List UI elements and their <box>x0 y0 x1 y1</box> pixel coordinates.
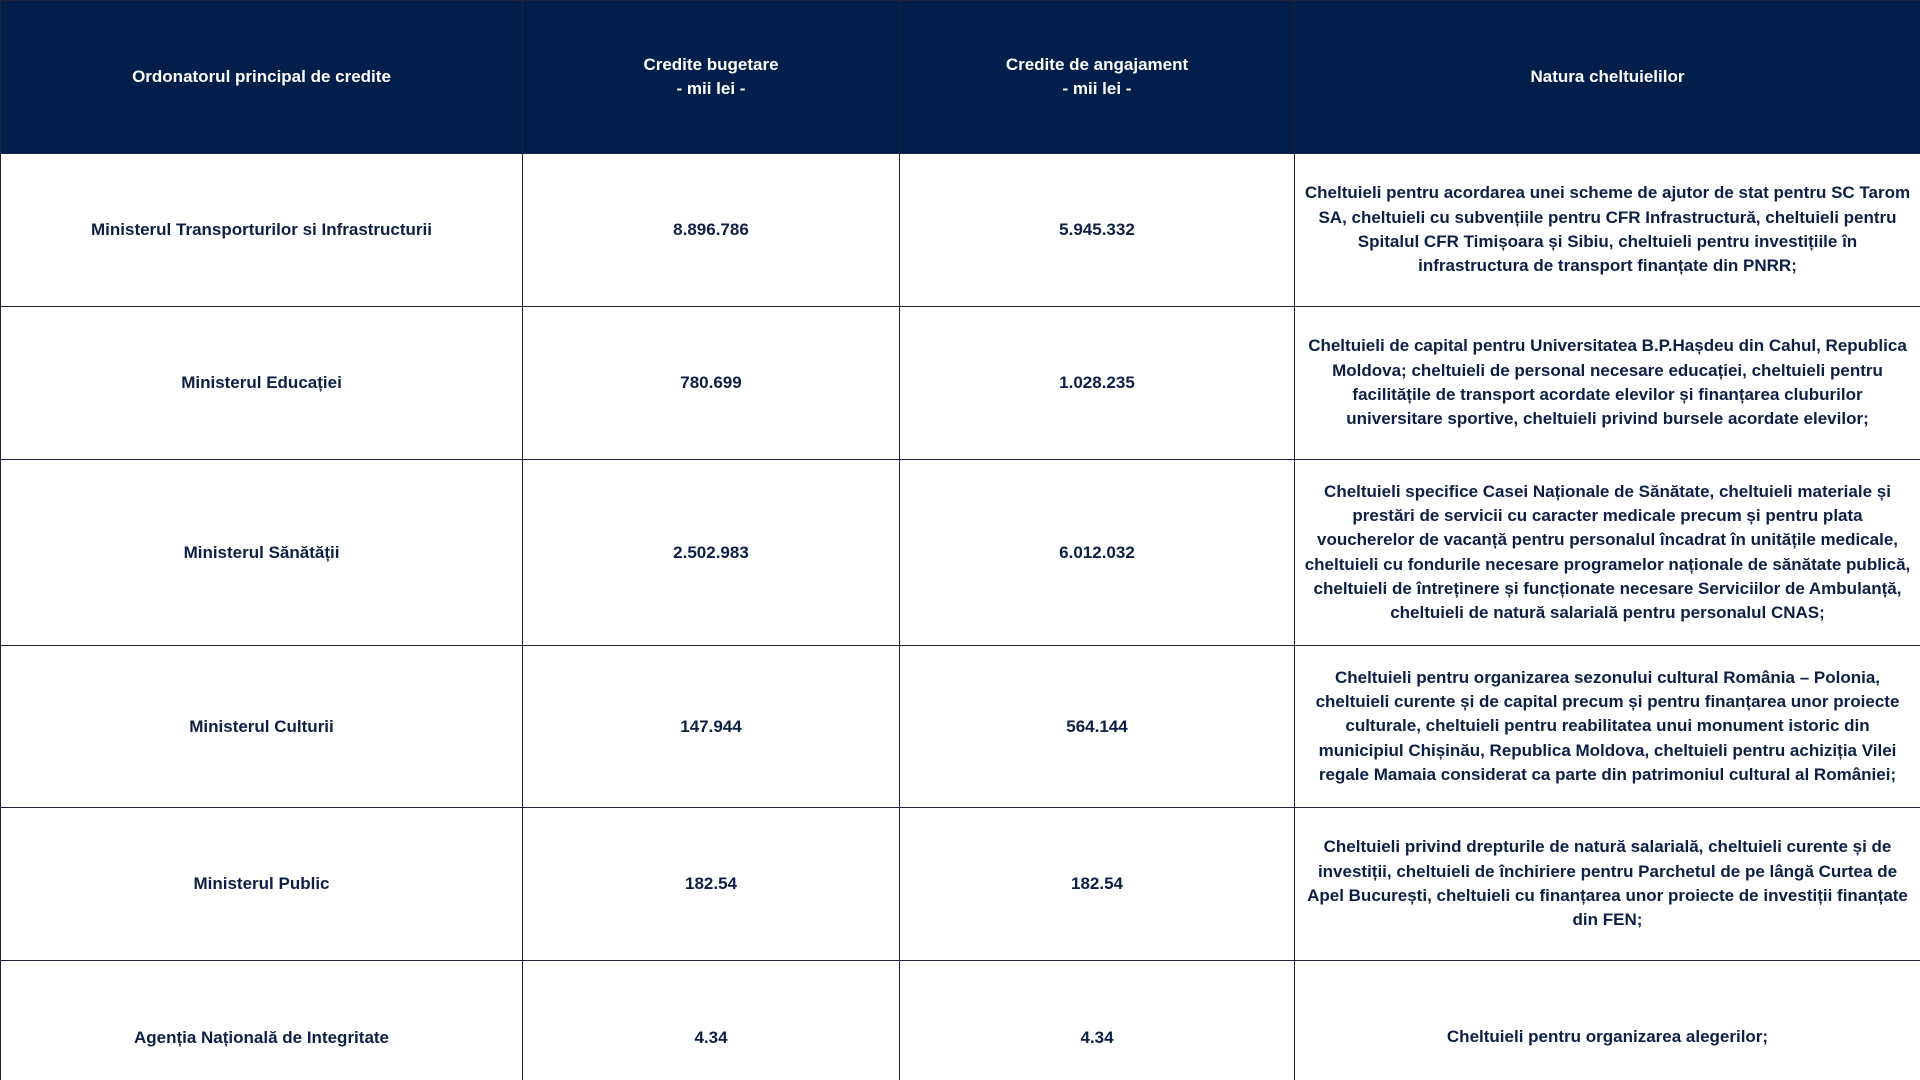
cell-natura: Cheltuieli privind drepturile de natură salarială, cheltuieli curente și de investiții, cheltuieli de închiriere pentru Parchetul de pe lângă Curtea de Apel București, cheltuieli cu finanțarea unor proiecte de investiții finanțate din FEN; <box>1295 808 1920 961</box>
header-credite-bugetare-label: Credite bugetare <box>643 55 779 74</box>
cell-ordonator: Agenția Națională de Integritate <box>1 961 523 1080</box>
cell-credite-bugetare: 182.54 <box>523 808 900 961</box>
header-credite-angajament-label: Credite de angajament <box>1005 55 1189 74</box>
table-row <box>1 307 1920 460</box>
header-ordonator <box>1 1 523 154</box>
cell-ordonator: Ministerul Educației <box>1 307 523 460</box>
header-ordonator-label: Ordonatorul principal de credite <box>132 67 391 86</box>
cell-credite-angajament: 4.34 <box>900 961 1295 1080</box>
cell-credite-angajament: 564.144 <box>900 646 1295 808</box>
cell-ordonator: Ministerul Transporturilor si Infrastructurii <box>1 154 523 307</box>
cell-credite-angajament: 6.012.032 <box>900 460 1295 646</box>
cell-credite-bugetare: 780.699 <box>523 307 900 460</box>
cell-natura: Cheltuieli de capital pentru Universitatea B.P.Hașdeu din Cahul, Republica Moldova; cheltuieli de personal necesare educației, cheltuieli pentru facilitățile de transport acordate elevilor și finanțarea cluburilor universitare sportive, cheltuieli privind bursele acordate elevilor; <box>1295 307 1920 460</box>
header-natura <box>1295 1 1920 154</box>
header-credite-angajament <box>900 1 1295 154</box>
header-row <box>1 1 1920 154</box>
table-row <box>1 646 1920 808</box>
header-credite-bugetare <box>523 1 900 154</box>
cell-credite-bugetare: 4.34 <box>523 961 900 1080</box>
cell-credite-angajament: 182.54 <box>900 808 1295 961</box>
header-natura-label: Natura cheltuielilor <box>1530 67 1685 86</box>
table-row <box>1 961 1920 1080</box>
cell-credite-bugetare: 147.944 <box>523 646 900 808</box>
table-body <box>1 154 1920 1080</box>
cell-ordonator: Ministerul Public <box>1 808 523 961</box>
header-credite-bugetare-unit: - mii lei - <box>676 79 746 98</box>
cell-natura: Cheltuieli pentru organizarea alegerilor; <box>1295 961 1920 1080</box>
table-row <box>1 808 1920 961</box>
cell-credite-angajament: 5.945.332 <box>900 154 1295 307</box>
cell-credite-bugetare: 2.502.983 <box>523 460 900 646</box>
cell-credite-angajament: 1.028.235 <box>900 307 1295 460</box>
cell-ordonator: Ministerul Sănătății <box>1 460 523 646</box>
cell-ordonator: Ministerul Culturii <box>1 646 523 808</box>
header-credite-angajament-unit: - mii lei - <box>1062 79 1132 98</box>
table-row <box>1 460 1920 646</box>
table-row <box>1 154 1920 307</box>
cell-natura: Cheltuieli pentru acordarea unei scheme de ajutor de stat pentru SC Tarom SA, cheltuieli cu subvențiile pentru CFR Infrastructură, cheltuieli pentru Spitalul CFR Timișoara și Sibiu, cheltuieli pentru investițiile în infrastructura de transport finanțate din PNRR; <box>1295 154 1920 307</box>
cell-natura: Cheltuieli pentru organizarea sezonului cultural România – Polonia, cheltuieli curente și de capital precum și pentru finanțarea unor proiecte culturale, cheltuieli pentru reabilitatea unui monument istoric din municipiul Chișinău, Republica Moldova, cheltuieli pentru achiziția Vilei regale Mamaia considerat ca parte din patrimoniul cultural al României; <box>1295 646 1920 808</box>
table-header <box>1 1 1920 154</box>
cell-credite-bugetare: 8.896.786 <box>523 154 900 307</box>
cell-natura: Cheltuieli specifice Casei Naționale de Sănătate, cheltuieli materiale și prestări de servicii cu caracter medicale precum și pentru plata voucherelor de vacanță pentru personalul încadrat în unitățile medicale, cheltuieli cu fondurile necesare programelor naționale de sănătate publică, cheltuieli de întreținere și funcționate necesare Serviciilor de Ambulanță, cheltuieli de natură salarială pentru personalul CNAS; <box>1295 460 1920 646</box>
